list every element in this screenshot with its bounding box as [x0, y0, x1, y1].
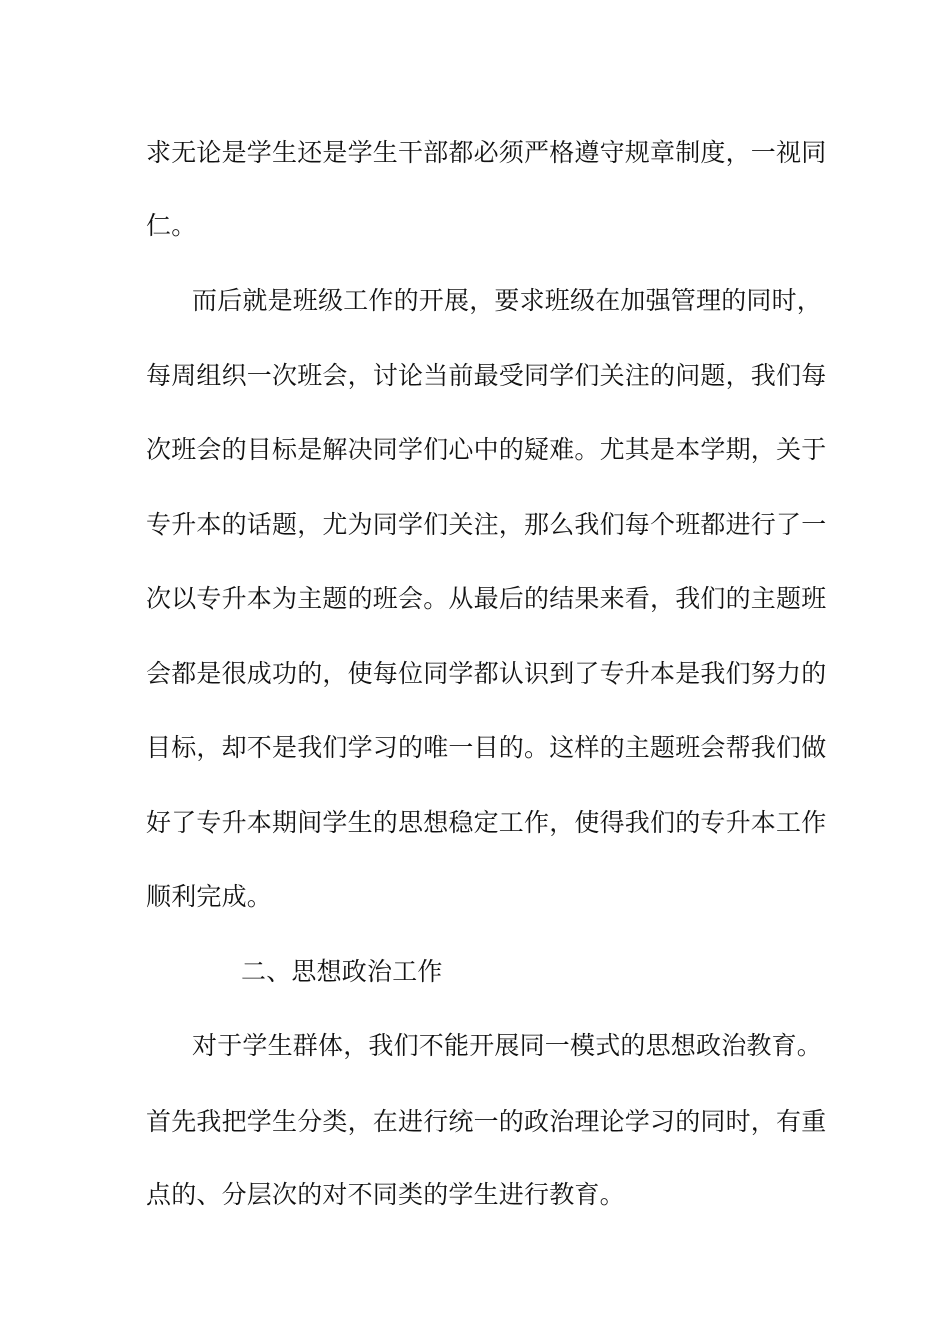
section-heading: 二、思想政治工作 — [241, 957, 443, 986]
paragraph-line-10: 好了专升本期间学生的思想稳定工作，使得我们的专升本工作 — [146, 808, 827, 837]
paragraph-line-4: 每周组织一次班会，讨论当前最受同学们关注的问题，我们每 — [146, 361, 827, 390]
paragraph-line-2: 仁。 — [146, 211, 197, 240]
paragraph-line-14: 首先我把学生分类，在进行统一的政治理论学习的同时，有重 — [146, 1107, 827, 1136]
paragraph-line-3: 而后就是班级工作的开展，要求班级在加强管理的同时， — [192, 286, 823, 315]
paragraph-line-8: 会都是很成功的，使每位同学都认识到了专升本是我们努力的 — [146, 659, 827, 688]
paragraph-line-5: 次班会的目标是解决同学们心中的疑难。尤其是本学期，关于 — [146, 435, 827, 464]
paragraph-line-1: 求无论是学生还是学生干部都必须严格遵守规章制度，一视同 — [146, 138, 827, 167]
paragraph-line-9: 目标，却不是我们学习的唯一目的。这样的主题班会帮我们做 — [146, 733, 827, 762]
paragraph-line-11: 顺利完成。 — [146, 882, 273, 911]
paragraph-line-6: 专升本的话题，尤为同学们关注，那么我们每个班都进行了一 — [146, 510, 827, 539]
paragraph-line-7: 次以专升本为主题的班会。从最后的结果来看，我们的主题班 — [146, 584, 827, 613]
paragraph-line-13: 对于学生群体，我们不能开展同一模式的思想政治教育。 — [192, 1031, 823, 1060]
paragraph-line-15: 点的、分层次的对不同类的学生进行教育。 — [146, 1180, 625, 1209]
